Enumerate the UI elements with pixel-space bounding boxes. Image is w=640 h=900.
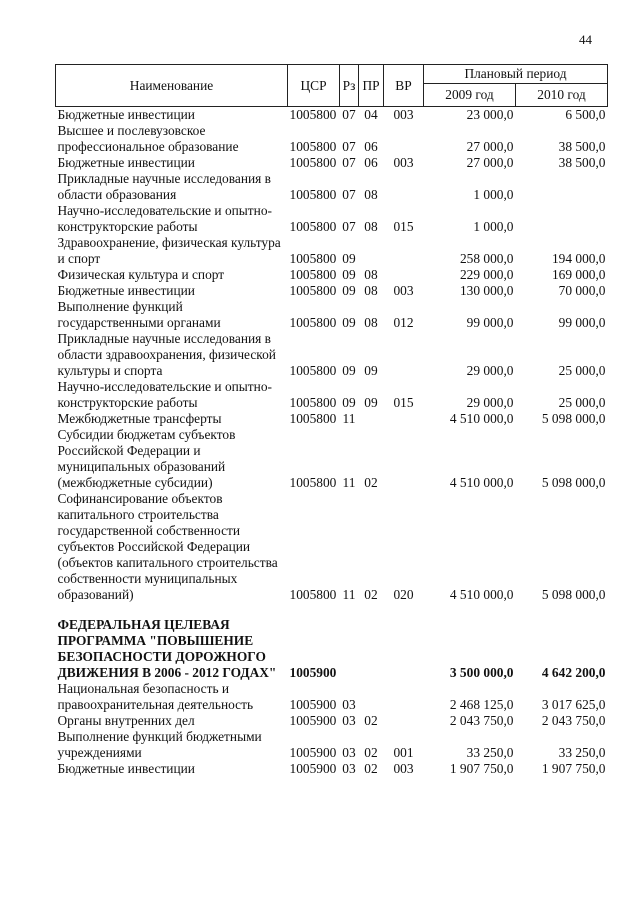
row-2009-amount-cell: 4 510 000,0 bbox=[449, 411, 514, 426]
row-csr-cell: 1005800 bbox=[289, 251, 337, 266]
row-csr-cell: 1005800 bbox=[289, 475, 337, 490]
row-pr-cell: 02 bbox=[364, 587, 378, 602]
row-name-cell: Прикладные научные исследования в области образования bbox=[57, 171, 272, 202]
row-rz-cell: 09 bbox=[342, 315, 356, 330]
row-2010-amount-cell: 4 642 200,0 bbox=[541, 665, 606, 680]
row-pr-cell: 04 bbox=[364, 107, 378, 122]
row-csr-cell: 1005800 bbox=[289, 363, 337, 378]
row-pr-cell: 06 bbox=[364, 139, 378, 154]
row-name-cell: Здравоохранение, физическая культура и спорт bbox=[57, 235, 281, 266]
table-row bbox=[56, 331, 608, 379]
table-row bbox=[56, 411, 608, 427]
row-rz-cell: 03 bbox=[342, 713, 356, 728]
row-vr-cell: 015 bbox=[393, 219, 414, 234]
row-2009-amount-cell: 130 000,0 bbox=[459, 283, 514, 298]
row-name-cell: Бюджетные инвестиции bbox=[57, 155, 195, 170]
row-pr-cell: 06 bbox=[364, 155, 378, 170]
row-2009-amount-cell: 33 250,0 bbox=[466, 745, 514, 760]
row-vr-cell bbox=[384, 123, 424, 155]
budget-table bbox=[55, 64, 608, 777]
column-header-name: Наименование bbox=[56, 65, 288, 107]
row-rz-cell: 09 bbox=[342, 363, 356, 378]
row-rz-cell: 03 bbox=[342, 745, 356, 760]
row-vr-cell: 003 bbox=[393, 761, 414, 776]
row-vr-cell: 003 bbox=[393, 283, 414, 298]
row-pr-cell: 09 bbox=[364, 395, 378, 410]
row-name-cell: Прикладные научные исследования в области здравоохранения, физической культуры и спорта bbox=[57, 331, 276, 378]
row-csr-cell: 1005800 bbox=[289, 395, 337, 410]
row-vr-cell: 012 bbox=[393, 315, 414, 330]
column-header-planning-period: Плановый период bbox=[424, 65, 608, 84]
row-vr-cell bbox=[384, 427, 424, 491]
row-pr-cell: 02 bbox=[364, 475, 378, 490]
row-name-cell: Межбюджетные трансферты bbox=[57, 411, 222, 426]
row-rz-cell: 03 bbox=[342, 761, 356, 776]
column-header-csr: ЦСР bbox=[288, 65, 340, 107]
page-number: 44 bbox=[579, 32, 592, 47]
table-row bbox=[56, 283, 608, 299]
column-header-pr: ПР bbox=[359, 65, 384, 107]
row-csr-cell: 1005800 bbox=[289, 155, 337, 170]
row-name-cell: Национальная безопасность и правоохранительная деятельность bbox=[57, 681, 254, 712]
table-body bbox=[56, 107, 608, 778]
row-vr-cell: 015 bbox=[393, 395, 414, 410]
row-vr-cell bbox=[384, 713, 424, 729]
row-rz-cell bbox=[340, 617, 359, 681]
row-2010-amount-cell: 70 000,0 bbox=[558, 283, 606, 298]
row-pr-cell: 08 bbox=[364, 219, 378, 234]
row-2009-amount-cell: 27 000,0 bbox=[466, 139, 514, 154]
table-row bbox=[56, 761, 608, 777]
row-rz-cell: 09 bbox=[342, 251, 356, 266]
row-csr-cell: 1005800 bbox=[289, 139, 337, 154]
row-2009-amount-cell: 3 500 000,0 bbox=[449, 665, 514, 680]
row-pr-cell bbox=[359, 617, 384, 681]
column-header-rz: Рз bbox=[340, 65, 359, 107]
row-name-cell: Выполнение функций государственными органами bbox=[57, 299, 221, 330]
row-csr-cell: 1005800 bbox=[289, 107, 337, 122]
row-rz-cell: 03 bbox=[342, 697, 356, 712]
row-2009-amount-cell: 258 000,0 bbox=[459, 251, 514, 266]
row-csr-cell: 1005900 bbox=[289, 761, 337, 776]
row-pr-cell bbox=[359, 235, 384, 267]
row-rz-cell: 09 bbox=[342, 395, 356, 410]
row-2010-amount-cell: 99 000,0 bbox=[558, 315, 606, 330]
table-row bbox=[56, 729, 608, 761]
row-csr-cell: 1005800 bbox=[289, 267, 337, 282]
row-pr-cell: 08 bbox=[364, 187, 378, 202]
table-row bbox=[56, 123, 608, 155]
table-row bbox=[56, 155, 608, 171]
row-pr-cell: 08 bbox=[364, 267, 378, 282]
table-row bbox=[56, 171, 608, 203]
row-pr-cell bbox=[359, 411, 384, 427]
row-csr-cell: 1005800 bbox=[289, 283, 337, 298]
row-pr-cell: 08 bbox=[364, 283, 378, 298]
table-row bbox=[56, 203, 608, 235]
row-rz-cell: 07 bbox=[342, 155, 356, 170]
row-2010-amount-cell bbox=[516, 171, 608, 203]
row-rz-cell: 11 bbox=[342, 411, 356, 426]
table-row bbox=[56, 379, 608, 411]
row-rz-cell: 09 bbox=[342, 283, 356, 298]
row-vr-cell: 020 bbox=[393, 587, 414, 602]
column-header-year-2010: 2010 год bbox=[516, 84, 608, 107]
row-2009-amount-cell: 1 000,0 bbox=[473, 187, 514, 202]
row-rz-cell: 11 bbox=[342, 587, 356, 602]
row-csr-cell: 1005900 bbox=[289, 665, 337, 680]
row-2009-amount-cell: 29 000,0 bbox=[466, 363, 514, 378]
row-2009-amount-cell: 23 000,0 bbox=[466, 107, 514, 122]
row-2010-amount-cell: 169 000,0 bbox=[551, 267, 606, 282]
row-name-cell: Бюджетные инвестиции bbox=[57, 107, 195, 122]
row-name-cell: ФЕДЕРАЛЬНАЯ ЦЕЛЕВАЯ ПРОГРАММА "ПОВЫШЕНИЕ БЕЗОПАСНОСТИ ДОРОЖНОГО ДВИЖЕНИЯ В 2006 - 2012 ГОДАХ" bbox=[57, 617, 277, 680]
table-row bbox=[56, 299, 608, 331]
row-2010-amount-cell: 38 500,0 bbox=[558, 155, 606, 170]
table-row bbox=[56, 713, 608, 729]
row-vr-cell bbox=[384, 681, 424, 713]
row-pr-cell: 02 bbox=[364, 713, 378, 728]
row-csr-cell: 1005800 bbox=[289, 587, 337, 602]
row-2010-amount-cell bbox=[516, 203, 608, 235]
row-2009-amount-cell: 2 043 750,0 bbox=[449, 713, 514, 728]
row-2009-amount-cell: 4 510 000,0 bbox=[449, 587, 514, 602]
spacer-row bbox=[56, 603, 608, 617]
row-2009-amount-cell: 29 000,0 bbox=[466, 395, 514, 410]
row-name-cell: Научно-исследовательские и опытно-конструкторские работы bbox=[57, 203, 272, 234]
row-2009-amount-cell: 1 000,0 bbox=[473, 219, 514, 234]
row-2009-amount-cell: 2 468 125,0 bbox=[449, 697, 514, 712]
row-2010-amount-cell: 33 250,0 bbox=[558, 745, 606, 760]
table-row bbox=[56, 617, 608, 681]
row-csr-cell: 1005800 bbox=[289, 411, 337, 426]
table-row bbox=[56, 427, 608, 491]
row-vr-cell: 003 bbox=[393, 107, 414, 122]
table-row bbox=[56, 491, 608, 603]
row-2009-amount-cell: 27 000,0 bbox=[466, 155, 514, 170]
row-name-cell: Бюджетные инвестиции bbox=[57, 761, 195, 776]
row-2010-amount-cell: 194 000,0 bbox=[551, 251, 606, 266]
row-vr-cell: 003 bbox=[393, 155, 414, 170]
row-name-cell: Органы внутренних дел bbox=[57, 713, 195, 728]
row-rz-cell: 11 bbox=[342, 475, 356, 490]
row-rz-cell: 09 bbox=[342, 267, 356, 282]
row-csr-cell: 1005800 bbox=[289, 187, 337, 202]
row-csr-cell: 1005800 bbox=[289, 315, 337, 330]
row-2010-amount-cell: 3 017 625,0 bbox=[541, 697, 606, 712]
row-name-cell: Научно-исследовательские и опытно-конструкторские работы bbox=[57, 379, 272, 410]
row-pr-cell: 08 bbox=[364, 315, 378, 330]
row-csr-cell: 1005900 bbox=[289, 745, 337, 760]
row-vr-cell bbox=[384, 617, 424, 681]
table-row bbox=[56, 107, 608, 124]
row-vr-cell bbox=[384, 411, 424, 427]
row-rz-cell: 07 bbox=[342, 219, 356, 234]
row-name-cell: Высшее и послевузовское профессиональное образование bbox=[57, 123, 239, 154]
row-name-cell: Физическая культура и спорт bbox=[57, 267, 225, 282]
row-vr-cell bbox=[384, 331, 424, 379]
row-name-cell: Выполнение функций бюджетными учреждениями bbox=[57, 729, 262, 760]
row-rz-cell: 07 bbox=[342, 107, 356, 122]
row-2009-amount-cell: 99 000,0 bbox=[466, 315, 514, 330]
row-name-cell: Софинансирование объектов капитального строительства государственной собственности субъектов Российской Федерации (объектов капитального строительства собственности муниципальных образований) bbox=[57, 491, 278, 602]
row-2010-amount-cell: 5 098 000,0 bbox=[541, 411, 606, 426]
row-vr-cell: 001 bbox=[393, 745, 414, 760]
table-row bbox=[56, 681, 608, 713]
row-2010-amount-cell: 5 098 000,0 bbox=[541, 475, 606, 490]
row-2010-amount-cell: 5 098 000,0 bbox=[541, 587, 606, 602]
row-2010-amount-cell: 25 000,0 bbox=[558, 395, 606, 410]
row-name-cell: Субсидии бюджетам субъектов Российской Федерации и муниципальных образований (межбюджетные субсидии) bbox=[57, 427, 236, 490]
row-2009-amount-cell: 1 907 750,0 bbox=[449, 761, 514, 776]
row-csr-cell: 1005900 bbox=[289, 697, 337, 712]
table-row bbox=[56, 235, 608, 267]
row-vr-cell bbox=[384, 267, 424, 283]
row-2010-amount-cell: 2 043 750,0 bbox=[541, 713, 606, 728]
row-2009-amount-cell: 229 000,0 bbox=[459, 267, 514, 282]
row-csr-cell: 1005800 bbox=[289, 219, 337, 234]
row-2010-amount-cell: 6 500,0 bbox=[565, 107, 606, 122]
column-header-vr: ВР bbox=[384, 65, 424, 107]
row-2010-amount-cell: 38 500,0 bbox=[558, 139, 606, 154]
row-csr-cell: 1005900 bbox=[289, 713, 337, 728]
row-pr-cell bbox=[359, 681, 384, 713]
row-vr-cell bbox=[384, 171, 424, 203]
row-pr-cell: 09 bbox=[364, 363, 378, 378]
row-rz-cell: 07 bbox=[342, 139, 356, 154]
row-2009-amount-cell: 4 510 000,0 bbox=[449, 475, 514, 490]
row-pr-cell: 02 bbox=[364, 761, 378, 776]
row-rz-cell: 07 bbox=[342, 187, 356, 202]
row-vr-cell bbox=[384, 235, 424, 267]
row-pr-cell: 02 bbox=[364, 745, 378, 760]
row-name-cell: Бюджетные инвестиции bbox=[57, 283, 195, 298]
row-2010-amount-cell: 25 000,0 bbox=[558, 363, 606, 378]
column-header-year-2009: 2009 год bbox=[424, 84, 516, 107]
row-2010-amount-cell: 1 907 750,0 bbox=[541, 761, 606, 776]
table-row bbox=[56, 267, 608, 283]
